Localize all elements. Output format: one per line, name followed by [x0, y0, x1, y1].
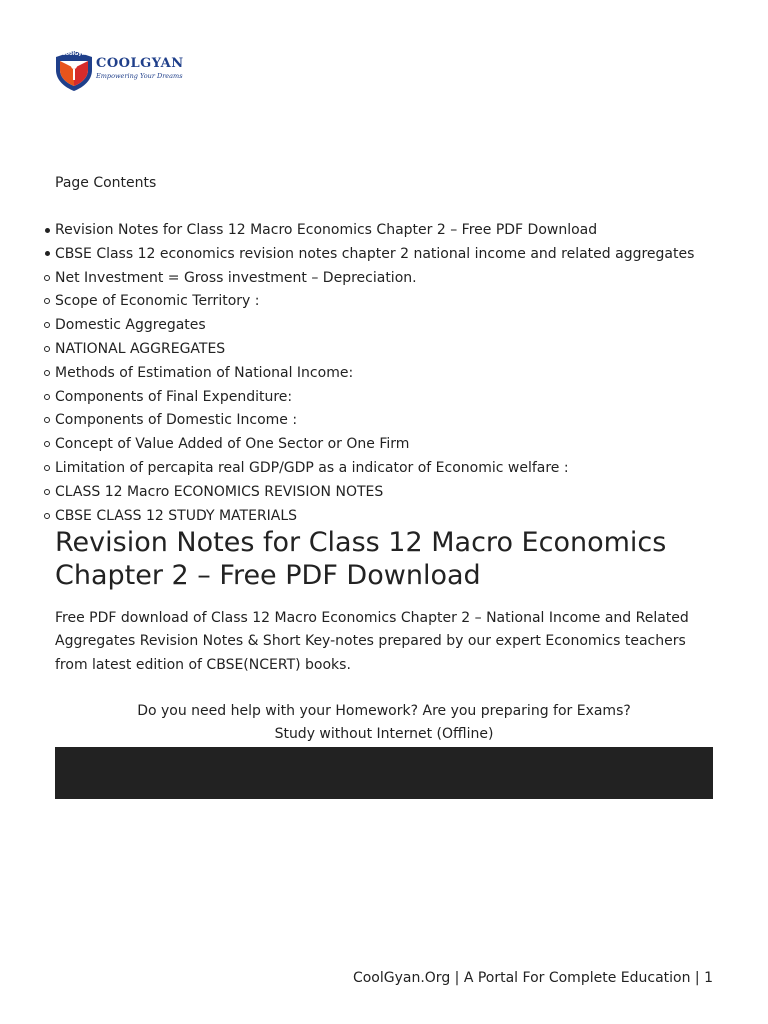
- bullet-circle-icon: [42, 481, 52, 505]
- toc-item[interactable]: [55, 481, 694, 505]
- article-title: Revision Notes for Class 12 Macro Economics Chapter 2 – Free PDF Download: [55, 527, 667, 591]
- toc-item[interactable]: [55, 314, 694, 338]
- toc-item[interactable]: [55, 386, 694, 410]
- bullet-disc-icon: [42, 243, 52, 267]
- toc-item-label[interactable]: Methods of Estimation of National Income:: [55, 364, 354, 381]
- toc-item-label[interactable]: Domestic Aggregates: [55, 317, 206, 334]
- bullet-circle-icon: [42, 314, 52, 338]
- cta-line-2: Study without Internet (Offline): [274, 726, 494, 743]
- table-of-contents: [55, 219, 694, 528]
- bullet-circle-icon: [42, 386, 52, 410]
- bullet-circle-icon: [42, 290, 52, 314]
- toc-item-label[interactable]: Net Investment = Gross investment – Depreciation.: [55, 269, 417, 286]
- homework-cta: [55, 700, 713, 747]
- bullet-circle-icon: [42, 267, 52, 291]
- toc-item[interactable]: [55, 290, 694, 314]
- cta-line-1: Do you need help with your Homework? Are you preparing for Exams?: [137, 703, 631, 719]
- toc-item-label[interactable]: CBSE Class 12 economics revision notes chapter 2 national income and related aggregates: [55, 245, 695, 262]
- toc-item[interactable]: [55, 433, 694, 457]
- logo-small-text: CoolGyan: [62, 51, 89, 57]
- bullet-circle-icon: [42, 505, 52, 529]
- toc-item[interactable]: [55, 362, 694, 386]
- toc-item-label[interactable]: Limitation of percapita real GDP/GDP as a indicator of Economic welfare :: [55, 459, 569, 476]
- toc-item[interactable]: [55, 338, 694, 362]
- toc-item[interactable]: [55, 457, 694, 481]
- page-footer: CoolGyan.Org | A Portal For Complete Education | 1: [352, 970, 713, 986]
- toc-item-label[interactable]: CLASS 12 Macro ECONOMICS REVISION NOTES: [55, 483, 384, 500]
- toc-item-label[interactable]: Components of Domestic Income :: [55, 412, 298, 429]
- toc-item-label[interactable]: NATIONAL AGGREGATES: [55, 340, 226, 357]
- coolgyan-logo[interactable]: [54, 48, 194, 94]
- toc-item[interactable]: [55, 409, 694, 433]
- toc-item-label[interactable]: Scope of Economic Territory :: [55, 293, 260, 310]
- article-intro: Free PDF download of Class 12 Macro Economics Chapter 2 – National Income and Related Aggregates Revision Notes & Short Key-notes prepared by our expert Economics teachers from latest edition of CBSE(NCERT) books.: [55, 610, 689, 673]
- toc-item-label[interactable]: Components of Final Expenditure:: [55, 388, 293, 405]
- bullet-circle-icon: [42, 457, 52, 481]
- toc-item[interactable]: [55, 219, 694, 243]
- toc-item-label[interactable]: Revision Notes for Class 12 Macro Economics Chapter 2 – Free PDF Download: [55, 222, 598, 238]
- bullet-circle-icon: [42, 433, 52, 457]
- toc-item[interactable]: [55, 243, 694, 267]
- toc-item-label[interactable]: CBSE CLASS 12 STUDY MATERIALS: [55, 507, 298, 524]
- bullet-circle-icon: [42, 338, 52, 362]
- bullet-disc-icon: [42, 219, 52, 243]
- toc-item[interactable]: [55, 267, 694, 291]
- page-contents-heading: Page Contents: [55, 175, 157, 191]
- logo-name: COOLGYAN: [96, 56, 184, 71]
- toc-item-label[interactable]: Concept of Value Added of One Sector or One Firm: [55, 436, 410, 453]
- toc-item[interactable]: [55, 505, 694, 529]
- logo-tagline: Empowering Your Dreams: [96, 72, 183, 80]
- bullet-circle-icon: [42, 409, 52, 433]
- offline-study-banner[interactable]: [55, 747, 713, 799]
- bullet-circle-icon: [42, 362, 52, 386]
